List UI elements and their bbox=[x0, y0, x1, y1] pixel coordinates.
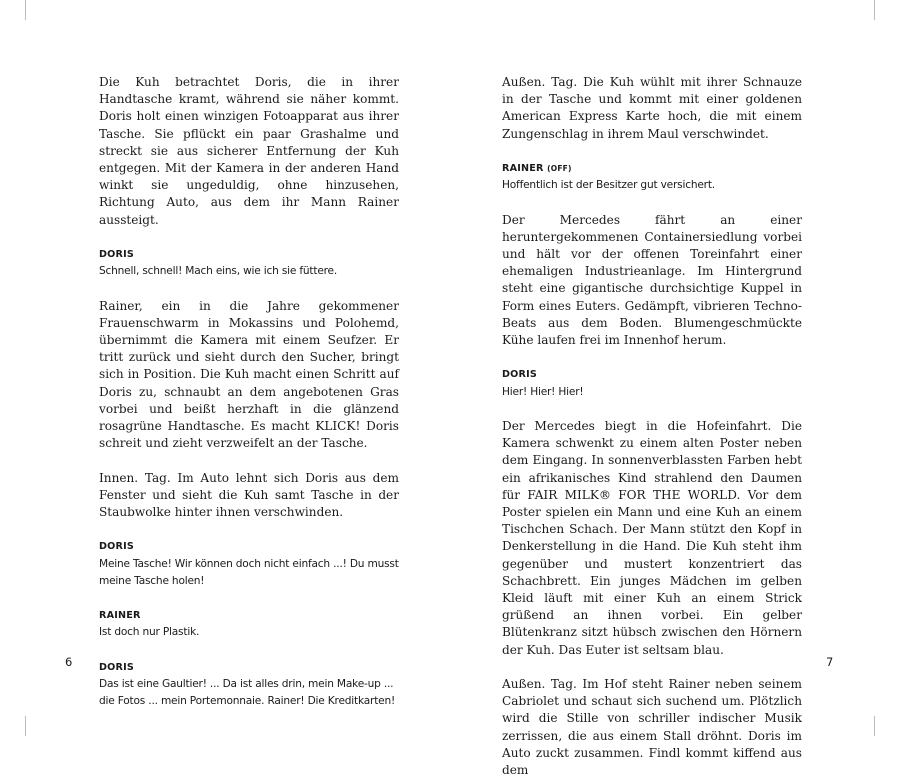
dialog-line: Hoffentlich ist der Besitzer gut versichert. bbox=[502, 179, 715, 192]
speaker-name: DORIS bbox=[502, 369, 537, 381]
left-text-column bbox=[99, 74, 399, 710]
right-text-column bbox=[502, 74, 802, 779]
left-page bbox=[0, 0, 450, 736]
speaker-name: DORIS bbox=[99, 249, 134, 261]
dialog-line: Ist doch nur Plastik. bbox=[99, 626, 200, 639]
speaker-label: RAINER bbox=[502, 163, 544, 174]
dialog-line: Meine Tasche! Wir können doch nicht einfach ...! Du musst meine Tasche holen! bbox=[99, 557, 399, 587]
speaker-name: DORIS bbox=[99, 541, 134, 553]
scene-description: Außen. Tag. Im Hof steht Rainer neben seinem Cabriolet und schaut sich suchend um. Plötzlich wird die Stille von schriller indischer Musik zerrissen, die aus einem Stall dröhnt. Doris im Auto zuckt zusammen. Findl kommt kiffend aus dem bbox=[502, 677, 802, 778]
right-page bbox=[450, 0, 900, 778]
scene-description: Der Mercedes biegt in die Hofeinfahrt. Die Kamera schwenkt zu einem alten Poster neben dem Eingang. In sonnenverblassten Farben hebt ein afrikanisches Kind strahlend den Daumen für FAIR MILK® FOR THE WORLD. Vor dem Poster spielen ein Mann und eine Kuh an einem Tischchen Schach. Der Mann stützt den Kopf in Denkerstellung in die Hand. Die Kuh steht ihm gegenüber und mustert konzentriert das Schachbrett. Ein junges Mädchen im gelben Kleid läuft mit einer Kuh an einem Strick grüßend an ihnen vorbei. Ein gelber Blütenkranz sitzt hübsch zwischen den Hörnern der Kuh. Das Euter ist seltsam blau. bbox=[502, 419, 802, 657]
dialog-line: Schnell, schnell! Mach eins, wie ich sie füttere. bbox=[99, 265, 338, 278]
scene-description: Rainer, ein in die Jahre gekommener Frauenschwarm in Mokassins und Polohemd, übernimmt die Kamera mit einem Seufzer. Er tritt zurück und sieht durch den Sucher, bringt sich in Position. Die Kuh macht einen Schritt auf Doris zu, schnaubt an dem angebotenen Gras vorbei und beißt herzhaft in die glänzend rosagrüne Handtasche. Es macht KLICK! Doris schreit und zieht verzweifelt an der Tasche. bbox=[99, 298, 399, 451]
page-number: 6 bbox=[65, 655, 73, 669]
page-number: 7 bbox=[826, 655, 834, 669]
speaker-note: (OFF) bbox=[547, 164, 572, 173]
dialog-line: Das ist eine Gaultier! ... Da ist alles drin, mein Make-up ... die Fotos ... mein Portemonnaie. Rainer! Die Kreditkarten! bbox=[99, 678, 396, 708]
speaker-name bbox=[502, 160, 802, 177]
speaker-name: RAINER bbox=[99, 610, 141, 622]
dialog-line: Hier! Hier! Hier! bbox=[502, 385, 584, 398]
scene-description: Innen. Tag. Im Auto lehnt sich Doris aus dem Fenster und sieht die Kuh samt Tasche in der Staubwolke hinter ihnen verschwinden. bbox=[99, 470, 399, 520]
speaker-name: DORIS bbox=[99, 661, 134, 673]
scene-description: Die Kuh betrachtet Doris, die in ihrer Handtasche kramt, während sie näher kommt. Doris holt einen winzigen Fotoapparat aus ihrer Tasche. Sie pflückt ein paar Grashalme und streckt sie aus sicherer Entfernung der Kuh entgegen. Mit der Kamera in der anderen Hand winkt sie ungeduldig, ohne hinzusehen, Richtung Auto, aus dem ihr Mann Rainer aussteigt. bbox=[99, 75, 399, 227]
scene-description: Der Mercedes fährt an einer heruntergekommenen Containersiedlung vorbei und hält vor der offenen Toreinfahrt einer ehemaligen Industrieanlage. Im Hintergrund steht eine gigantische durchsichtige Kuppel in Form eines Euters. Gedämpft, vibrieren Techno-Beats aus dem Boden. Blumengeschmückte Kühe laufen frei im Innenhof herum. bbox=[502, 212, 802, 348]
scene-description: Außen. Tag. Die Kuh wühlt mit ihrer Schnauze in der Tasche und kommt mit einer goldenen American Express Karte hoch, die mit einem Zungenschlag in ihrem Maul verschwindet. bbox=[502, 75, 802, 141]
